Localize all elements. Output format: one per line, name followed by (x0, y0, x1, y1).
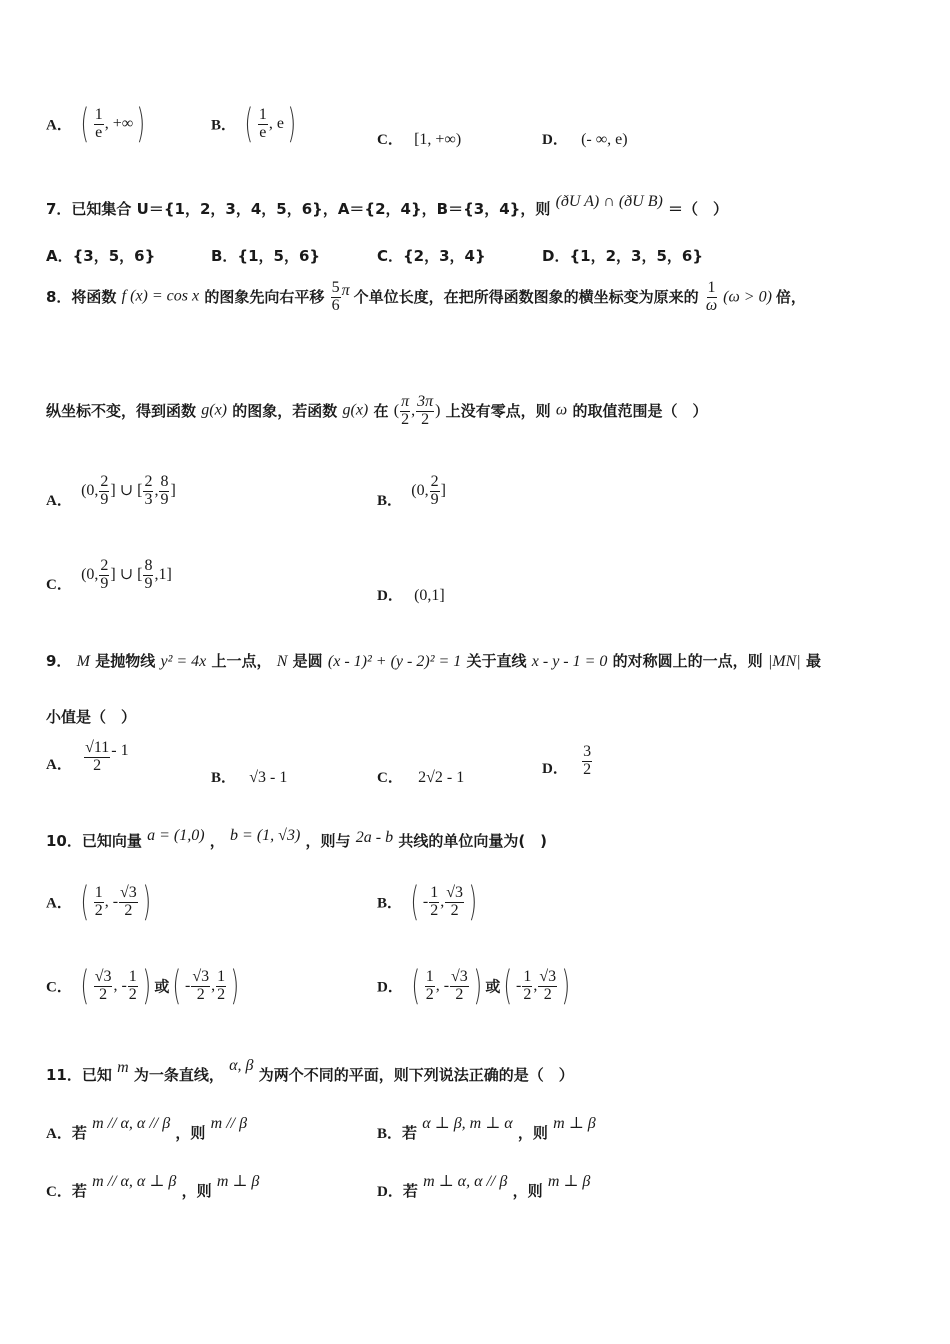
q8-omega: ω (555, 401, 568, 419)
q10-a-sep: , - (104, 893, 119, 910)
q8-l2a: 纵坐标不变，得到函数 (46, 401, 197, 420)
q11-option-a (46, 1115, 248, 1143)
q10-a-f2d: 2 (124, 901, 133, 919)
q11-option-d (377, 1173, 591, 1201)
q11-a-then: ，则 (175, 1124, 206, 1142)
q9-a-label: A． (46, 756, 72, 773)
q8-shift-den: 6 (331, 296, 340, 314)
q8-a-label: A． (46, 492, 72, 509)
q10-option-a: A． ( $\frac{1}{2}$ , - $\frac{√3}{2}$ ) (46, 879, 151, 925)
q9-p2: 是抛物线 (95, 652, 156, 670)
q11-b-label: B．若 (377, 1126, 418, 1142)
q8-b-end: ] (440, 481, 446, 499)
q8-g2: g(x) (342, 401, 369, 419)
q11-d-result: m ⊥ β (547, 1173, 591, 1190)
q10-p2: ，则与 (305, 832, 351, 850)
q8-function: f (x) = cos x (121, 287, 200, 305)
q10-b-label: B． (377, 895, 403, 912)
q10-c1-sep: , - (113, 977, 127, 994)
q10-b-f2n: √3 (446, 883, 463, 901)
q8-l2c: 在 (373, 401, 389, 420)
q8-l2b: 的图象，若函数 (232, 401, 338, 420)
q10-c2-sep: , (211, 977, 216, 994)
q10-b-f1n: 1 (430, 883, 439, 901)
q11-option-b (377, 1115, 596, 1143)
q8-p1: 8．将函数 (46, 287, 117, 306)
q8-b-d: 9 (430, 490, 439, 508)
q8-shift-num: 5 (331, 279, 340, 296)
q8-int-n1: π (401, 393, 410, 410)
q8-option-c (46, 558, 172, 594)
q10-option-d: D． ( $\frac{1}{2}$ , - $\frac{√3}{2}$ ) 或 ( - $\frac{1}{2}$ , $\frac{√3}{2}$ ) (377, 963, 571, 1009)
q10-c1-f2d: 2 (128, 985, 137, 1003)
q9-p1: 9． (46, 652, 72, 670)
q10-d2-f2d: 2 (543, 985, 552, 1003)
q6-option-a: A． ( $\frac{1}{e}$ , +∞ ) (46, 101, 146, 147)
q8-a-n3: 8 (160, 473, 169, 490)
q10-c1-f1d: 2 (99, 985, 108, 1003)
q10-p1: 10．已知向量 (46, 832, 142, 850)
q10-c2-neg: - (185, 977, 191, 994)
q9-p7: 最 (805, 652, 821, 670)
q9-b-label: B． (211, 770, 237, 786)
q11-p1: 11．已知 (46, 1066, 112, 1084)
q10-c1-f1n: √3 (94, 967, 112, 985)
q10-c2-f2d: 2 (217, 985, 226, 1003)
q11-d-label: D．若 (377, 1184, 418, 1200)
q7-option-d: D．{1，2，3，5，6} (542, 247, 703, 265)
q10-b-sep: , (440, 893, 445, 910)
q9-p6: 的对称圆上的一点，则 (612, 652, 763, 670)
q10-d-or: 或 (485, 977, 501, 996)
q7-tail: ＝（ ） (668, 200, 729, 218)
q11-a-cond: m // α, α // β (92, 1115, 171, 1132)
q10-vector-a: a = (1,0) (147, 827, 205, 844)
q6-a-rest: , +∞ (104, 115, 134, 132)
q11-b-then: ，则 (517, 1124, 548, 1142)
q9-d-num: 3 (583, 743, 592, 760)
q8-d-value: (0,1] (414, 587, 445, 604)
q6-a-num: 1 (94, 105, 103, 123)
q10-c2-f1d: 2 (196, 985, 205, 1003)
q8-c-n2: 8 (144, 557, 153, 574)
q6-c-label: C． (377, 132, 403, 148)
q6-d-label: D． (542, 132, 568, 148)
q10-d1-f1n: 1 (425, 967, 434, 985)
q11-a-label: A．若 (46, 1126, 87, 1142)
q9-p3: 上一点， (211, 652, 272, 670)
q11-option-c (46, 1173, 260, 1201)
q6-c-value: [1, +∞) (414, 131, 462, 148)
q10-a-f1d: 2 (94, 901, 103, 919)
q8-c-label: C． (46, 576, 72, 593)
q6-b-label: B． (211, 117, 237, 134)
q11-c-then: ，则 (181, 1182, 212, 1200)
q10-p3: 共线的单位向量为( ) (398, 832, 548, 850)
q8-p4: 倍， (775, 287, 806, 306)
q8-int-d1: 2 (401, 410, 410, 428)
q11-p2: 为一条直线， (133, 1066, 224, 1084)
q10-c2-f1n: √3 (192, 967, 210, 985)
q10-option-c: C． ( $\frac{√3}{2}$ , - $\frac{1}{2}$ ) 或 ( - $\frac{√3}{2}$ , $\frac{1}{2}$ ) (46, 963, 240, 1009)
q10-d1-sep: , - (435, 977, 450, 994)
q9-N: N (276, 653, 288, 670)
q11-b-cond: α ⊥ β, m ⊥ α (422, 1115, 513, 1132)
q10-d2-f1d: 2 (523, 985, 532, 1003)
q8-int-n2: 3π (417, 393, 434, 410)
q8-l2e: 的取值范围是（ ） (572, 401, 708, 420)
q11-b-result: m ⊥ β (553, 1115, 596, 1132)
q8-a-n2: 2 (144, 473, 153, 490)
q8-w-num: 1 (707, 279, 716, 296)
q10-a-label: A． (46, 895, 72, 912)
q6-a-label: A． (46, 117, 72, 134)
q8-b-n: 2 (430, 473, 439, 490)
q6-b-den: e (259, 123, 267, 141)
q10-d2-f2n: √3 (539, 967, 557, 985)
q8-a-mid: ] ∪ [ (110, 481, 143, 499)
q8-stem-line2: 纵坐标不变，得到函数 g(x) 的图象，若函数 g(x) 在 ( $\frac{\pi}{2}$ , $\frac{3\pi}{2}$ ) 上没有零点，则 ω 的取值范围是（ ） (46, 393, 708, 428)
q8-option-b (377, 474, 446, 510)
q9-option-d (542, 744, 593, 779)
q10-c-label: C． (46, 979, 72, 996)
q8-g1: g(x) (201, 401, 228, 419)
q8-c-v1: (0, (81, 565, 99, 583)
q10-vector-b: b = (1, √3) (230, 827, 301, 844)
q6-option-d (542, 128, 628, 149)
q11-c-label: C．若 (46, 1184, 87, 1200)
q8-a-end: ] (170, 481, 176, 499)
q9-c-value: 2√2 - 1 (418, 769, 465, 786)
q9-p5: 关于直线 (466, 652, 527, 670)
q8-c-d1: 9 (100, 574, 109, 592)
q8-w-cond: (ω > 0) (723, 288, 772, 306)
q10-option-b: B． ( - $\frac{1}{2}$ , $\frac{√3}{2}$ ) (377, 879, 478, 925)
q6-option-b: B． ( $\frac{1}{e}$ , e ) (211, 101, 297, 147)
q10-a-f1n: 1 (94, 883, 103, 901)
q9-MN: |MN| (767, 653, 801, 670)
q7-option-b: B．{1，5，6} (211, 247, 321, 265)
q6-b-rest: , e (268, 115, 284, 132)
q9-d-label: D． (542, 760, 568, 777)
q8-a-v1: (0, (81, 481, 99, 499)
q9-parabola: y² = 4x (160, 653, 207, 670)
q8-b-label: B． (377, 492, 403, 509)
q10-combination: 2a - b (355, 829, 394, 846)
q8-c-mid: ] ∪ [ (110, 565, 143, 583)
q8-c-d2: 9 (144, 574, 153, 592)
q7-expression: (ðU A) ∩ (ðU B) (555, 193, 663, 210)
q8-a-d1: 9 (100, 490, 109, 508)
q9-b-value: √3 - 1 (249, 769, 288, 786)
q11-d-cond: m ⊥ α, α // β (423, 1173, 508, 1190)
q10-d1-f2n: √3 (451, 967, 468, 985)
q7-option-c: C．{2，3，4} (377, 247, 486, 265)
q9-stem-line1 (46, 650, 821, 671)
q10-c1-f2n: 1 (128, 967, 137, 985)
q6-a-den: e (95, 123, 103, 141)
q9-M: M (76, 653, 90, 670)
q10-sep: ， (209, 832, 225, 850)
q9-a-rest: - 1 (111, 741, 129, 759)
q7-stem-text: 7．已知集合 U＝{1，2，3，4，5，6}，A＝{2，4}，B＝{3，4}，则 (46, 200, 551, 218)
q11-d-then: ，则 (512, 1182, 543, 1200)
q8-l2d: 上没有零点，则 (445, 401, 551, 420)
q10-b-f2d: 2 (450, 901, 459, 919)
q10-c-or: 或 (154, 977, 170, 996)
q8-a-n1: 2 (100, 473, 109, 490)
q10-d2-sep: , (533, 977, 538, 994)
q10-d1-f2d: 2 (455, 985, 464, 1003)
q9-option-c (377, 766, 464, 787)
q9-option-b (211, 766, 287, 787)
q9-option-a (46, 740, 129, 775)
q8-int-d2: 2 (421, 410, 430, 428)
q8-d-label: D． (377, 588, 403, 604)
q6-b-num: 1 (258, 105, 267, 123)
q9-line: x - y - 1 = 0 (531, 653, 608, 670)
q8-p2: 的图象先向右平移 (204, 287, 325, 306)
q8-b-v1: (0, (411, 481, 429, 499)
q9-c-label: C． (377, 770, 403, 786)
q11-c-cond: m // α, α ⊥ β (92, 1173, 177, 1190)
q8-c-end: ,1] (154, 565, 172, 583)
q10-d2-neg: - (516, 977, 522, 994)
q10-b-f1d: 2 (430, 901, 439, 919)
q10-a-f2n: √3 (120, 883, 137, 901)
q11-c-result: m ⊥ β (216, 1173, 260, 1190)
q8-a-d2: 3 (144, 490, 153, 508)
q8-p3: 个单位长度，在把所得函数图象的横坐标变为原来的 (353, 287, 699, 306)
q11-stem (46, 1057, 574, 1085)
q9-d-den: 2 (583, 760, 592, 778)
q10-d2-f1n: 1 (523, 967, 532, 985)
q9-stem-line2: 小值是（ ） (46, 708, 137, 726)
q6-d-value: (- ∞, e) (581, 131, 628, 148)
q8-shift-pi: π (341, 281, 350, 299)
q11-alpha-beta: α, β (229, 1057, 254, 1074)
q8-a-d3: 9 (160, 490, 169, 508)
q11-m: m (117, 1059, 129, 1076)
q10-stem (46, 827, 548, 851)
q8-w-den: ω (705, 296, 718, 314)
q9-a-num: √11 (85, 739, 110, 756)
q9-circle: (x - 1)² + (y - 2)² = 1 (327, 653, 462, 670)
q9-a-den: 2 (93, 756, 102, 774)
q11-a-result: m // β (210, 1115, 248, 1132)
q8-c-n1: 2 (100, 557, 109, 574)
q8-option-d (377, 584, 445, 605)
q8-stem-line1 (46, 280, 806, 315)
q8-option-a: A． (0, $\frac{2}{9}$ ] ∪ [ $\frac{2}{3}$ , $\frac{8}{9}$ ] (46, 473, 176, 509)
q7-option-a: A．{3，5，6} (46, 247, 156, 265)
q10-d1-f1d: 2 (425, 985, 434, 1003)
q9-p4: 是圆 (292, 652, 323, 670)
q10-b-neg: - (422, 893, 429, 910)
q10-c2-f2n: 1 (217, 967, 226, 985)
q6-option-c (377, 128, 461, 149)
q11-p3: 为两个不同的平面，则下列说法正确的是（ ） (258, 1066, 574, 1084)
q7-stem (46, 193, 729, 219)
q10-d-label: D． (377, 979, 403, 996)
